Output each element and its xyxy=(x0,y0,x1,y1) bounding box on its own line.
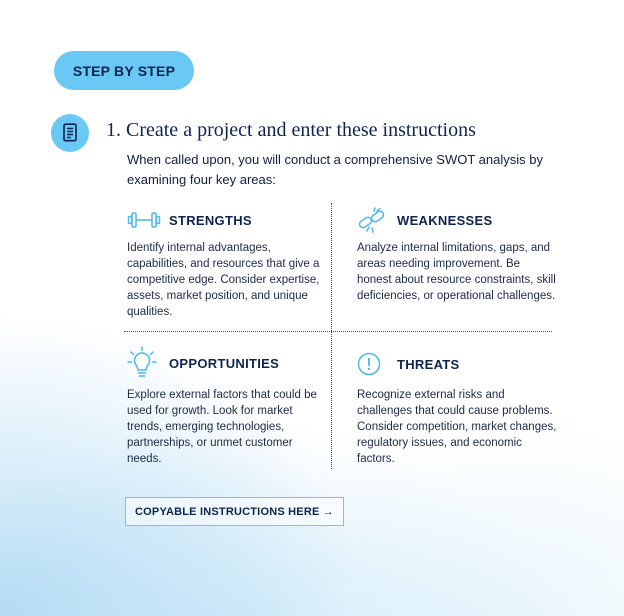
dumbbell-icon xyxy=(127,210,161,230)
strengths-card xyxy=(127,206,327,320)
opportunities-text: Explore external factors that could be used for growth. Look for market trends, emerging technologies, partnerships, or unmet customer needs. xyxy=(127,389,317,465)
vertical-divider xyxy=(331,203,332,469)
alert-icon xyxy=(357,352,381,376)
threats-card xyxy=(357,350,557,467)
document-icon xyxy=(51,114,89,152)
opportunities-card xyxy=(127,346,327,467)
step-title: 1. Create a project and enter these instructions xyxy=(106,119,476,141)
strengths-title: STRENGTHS xyxy=(169,212,252,228)
lightbulb-icon xyxy=(127,346,157,380)
threats-text: Recognize external risks and challenges that could cause problems. Consider competition, market changes, regulatory issues, and economic factors. xyxy=(357,389,557,465)
weaknesses-title: WEAKNESSES xyxy=(397,212,493,228)
weaknesses-card xyxy=(357,206,557,304)
step-by-step-badge: STEP BY STEP xyxy=(54,51,194,90)
broken-chain-icon xyxy=(357,207,387,233)
opportunities-title: OPPORTUNITIES xyxy=(169,355,280,371)
horizontal-divider xyxy=(124,331,552,332)
weaknesses-text: Analyze internal limitations, gaps, and areas needing improvement. Be honest about resource constraints, skill deficiencies, or operational challenges. xyxy=(357,242,556,302)
step-intro: When called upon, you will conduct a comprehensive SWOT analysis by examining four key areas: xyxy=(127,152,543,187)
copyable-instructions-button[interactable]: COPYABLE INSTRUCTIONS HERE → xyxy=(125,497,344,526)
threats-title: THREATS xyxy=(397,356,460,372)
strengths-text: Identify internal advantages, capabilities, and resources that give a competitive edge. Consider expertise, assets, market position, and unique qualities. xyxy=(127,242,320,318)
